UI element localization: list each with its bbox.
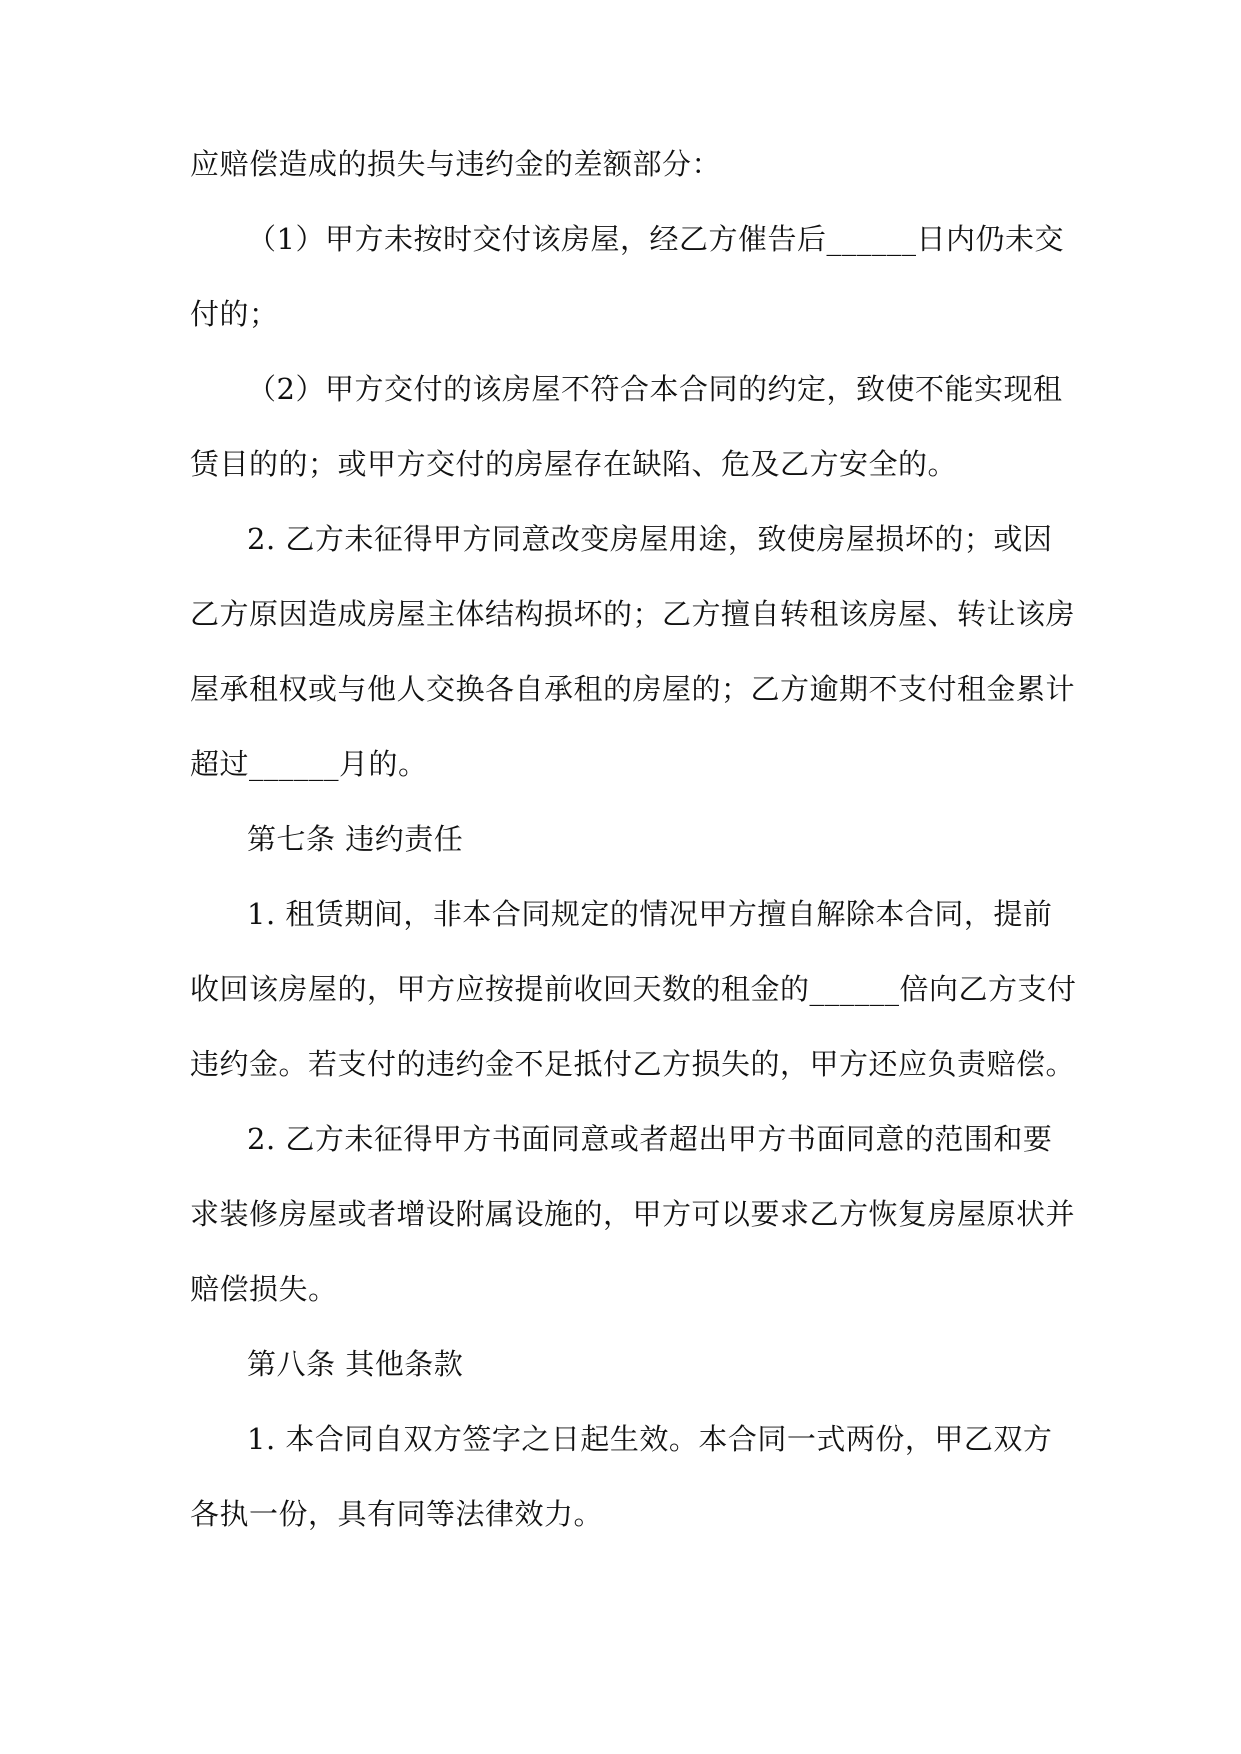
text-line: 应赔偿造成的损失与违约金的差额部分： — [190, 147, 722, 181]
text-line: 1. 本合同自双方签字之日起生效。本合同一式两份，甲乙双方 — [247, 1422, 1053, 1456]
text-line: 付的； — [190, 297, 279, 331]
section-heading: 第八条 其他条款 — [247, 1347, 464, 1381]
text-line: 2. 乙方未征得甲方书面同意或者超出甲方书面同意的范围和要 — [247, 1122, 1053, 1156]
section-heading: 第七条 违约责任 — [247, 822, 464, 856]
text-line: 违约金。若支付的违约金不足抵付乙方损失的，甲方还应负责赔偿。 — [190, 1047, 1076, 1081]
text-line: 超过______月的。 — [190, 747, 428, 781]
text-line: 赔偿损失。 — [190, 1272, 338, 1306]
text-line: 2. 乙方未征得甲方同意改变房屋用途，致使房屋损坏的；或因 — [247, 522, 1053, 556]
text-line: 乙方原因造成房屋主体结构损坏的；乙方擅自转租该房屋、转让该房 — [190, 597, 1076, 631]
text-line: 屋承租权或与他人交换各自承租的房屋的；乙方逾期不支付租金累计 — [190, 672, 1076, 706]
text-line: 求装修房屋或者增设附属设施的，甲方可以要求乙方恢复房屋原状并 — [190, 1197, 1076, 1231]
text-line: 收回该房屋的，甲方应按提前收回天数的租金的______倍向乙方支付 — [190, 972, 1077, 1006]
text-line: （2）甲方交付的该房屋不符合本合同的约定，致使不能实现租 — [247, 372, 1063, 406]
text-line: 赁目的的；或甲方交付的房屋存在缺陷、危及乙方安全的。 — [190, 447, 958, 481]
text-line: （1）甲方未按时交付该房屋，经乙方催告后______日内仍未交 — [247, 222, 1064, 256]
text-line: 1. 租赁期间，非本合同规定的情况甲方擅自解除本合同，提前 — [247, 897, 1053, 931]
text-line: 各执一份，具有同等法律效力。 — [190, 1497, 604, 1531]
